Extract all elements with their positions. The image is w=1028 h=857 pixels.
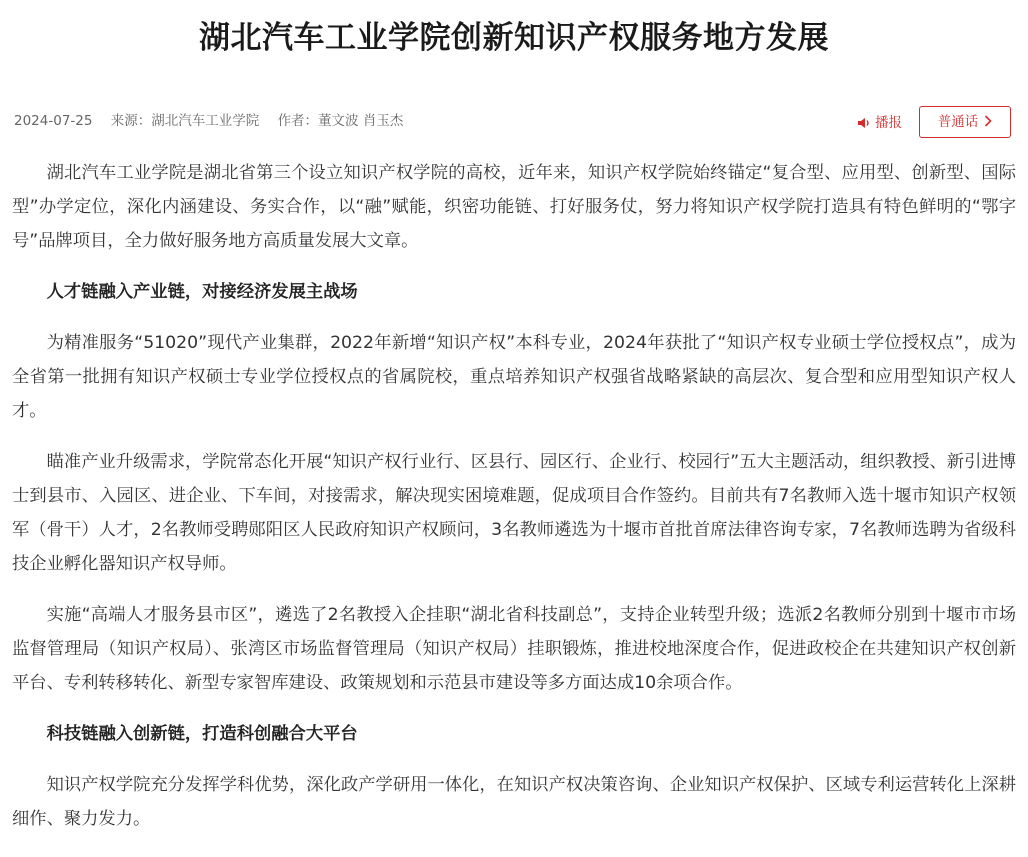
mandarin-voice-button[interactable]	[919, 106, 1011, 138]
section-heading-tech: 科技链融入创新链，打造科创融合大平台	[46, 724, 358, 744]
article-body	[12, 156, 1016, 836]
broadcast-button[interactable]	[857, 114, 902, 132]
article-meta	[14, 108, 1014, 142]
chevron-right-icon	[984, 115, 992, 127]
paragraph-program: 为精准服务“51020”现代产业集群，2022年新增“知识产权”本科专业，2024年获批了“知识产权专业硕士学位授权点”，成为全省第一批拥有知识产权硕士专业学位授权点的省属院校，重点培养知识产权强省战略紧缺的高层次、复合型和应用型知识产权人才。	[12, 333, 1016, 421]
broadcast-label: 播报	[875, 115, 902, 131]
section-heading-talent: 人才链融入产业链，对接经济发展主战场	[46, 282, 358, 302]
publish-date: 2024-07-25	[14, 113, 93, 129]
article-title: 湖北汽车工业学院创新知识产权服务地方发展	[199, 20, 829, 56]
paragraph-intro: 湖北汽车工业学院是湖北省第三个设立知识产权学院的高校，近年来，知识产权学院始终锚定“复合型、应用型、创新型、国际型”办学定位，深化内涵建设、务实合作，以“融”赋能，织密功能链、打好服务仗，努力将知识产权学院打造具有特色鲜明的“鄂字号”品牌项目，全力做好服务地方高质量发展大文章。	[12, 163, 1016, 251]
article-author: 作者：董文波 肖玉杰	[277, 113, 404, 129]
article-source: 来源：湖北汽车工业学院	[110, 113, 260, 129]
paragraph-service: 实施“高端人才服务县市区”，遴选了2名教授入企挂职“湖北省科技副总”，支持企业转型升级；选派2名教师分别到十堰市市场监督管理局（知识产权局）、张湾区市场监督管理局（知识产权局）挂职锻炼，推进校地深度合作，促进政校企在共建知识产权创新平台、专利转移转化、新型专家智库建设、政策规划和示范县市建设等多方面达成10余项合作。	[12, 605, 1016, 693]
speaker-icon	[857, 117, 871, 129]
paragraph-industry: 瞄准产业升级需求，学院常态化开展“知识产权行业行、区县行、园区行、企业行、校园行”五大主题活动，组织教授、新引进博士到县市、入园区、进企业、下车间，对接需求，解决现实困境难题，促成项目合作签约。目前共有7名教师入选十堰市知识产权领军（骨干）人才，2名教师受聘郧阳区人民政府知识产权顾问，3名教师遴选为十堰市首批首席法律咨询专家，7名教师选聘为省级科技企业孵化器知识产权导师。	[12, 452, 1016, 574]
paragraph-innovation: 知识产权学院充分发挥学科优势，深化政产学研用一体化，在知识产权决策咨询、企业知识产权保护、区域专利运营转化上深耕细作、聚力发力。	[12, 775, 1016, 829]
meta-info	[14, 112, 417, 130]
mandarin-label: 普通话	[937, 114, 979, 130]
